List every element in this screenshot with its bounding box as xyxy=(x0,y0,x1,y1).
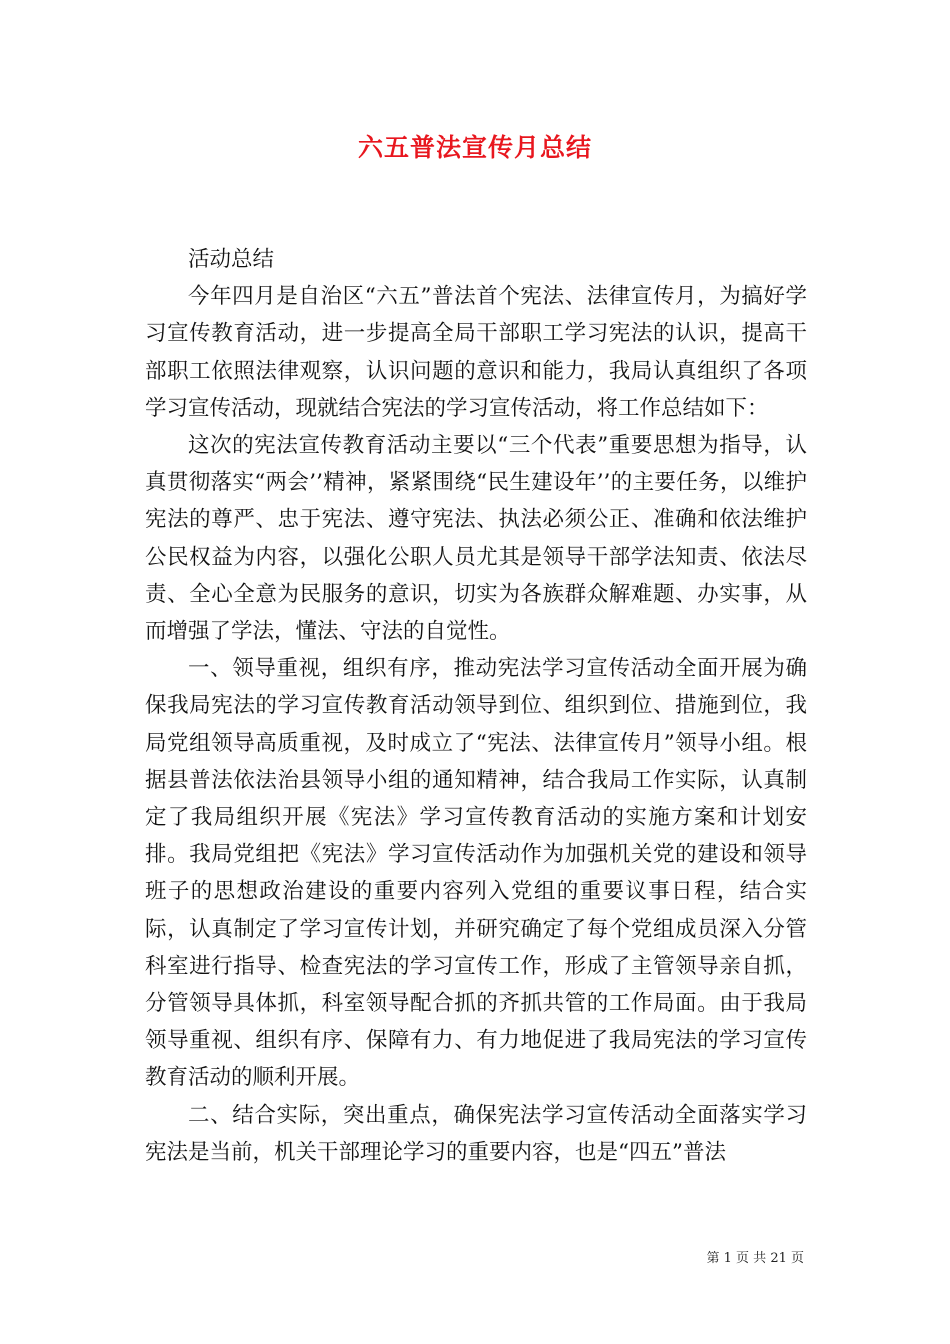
document-body xyxy=(145,241,807,1171)
paragraph-guidance: 这次的宪法宣传教育活动主要以“三个代表”重要思想为指导，认真贯彻落实“两会’’精神，紧紧围绕“民生建设年’’的主要任务，以维护宪法的尊严、忠于宪法、遵守宪法、执法必须公正、准确和依法维护公民权益为内容，以强化公职人员尤其是领导干部学法知责、依法尽责、全心全意为民服务的意识，切实为各族群众解难题、办实事，从而增强了学法，懂法、守法的自觉性。 xyxy=(145,433,807,645)
paragraph-section-two: 二、结合实际，突出重点，确保宪法学习宣传活动全面落实学习宪法是当前，机关干部理论学习的重要内容，也是“四五”普法 xyxy=(145,1102,807,1165)
paragraph-intro: 今年四月是自治区“六五”普法首个宪法、法律宣传月，为搞好学习宣传教育活动，进一步提高全局干部职工学习宪法的认识，提高干部职工依照法律观察，认识问题的意识和能力，我局认真组织了各项学习宣传活动，现就结合宪法的学习宣传活动，将工作总结如下： xyxy=(145,284,807,421)
page-number-footer: 第 1 页 共 21 页 xyxy=(706,1251,804,1266)
document-title: 六五普法宣传月总结 xyxy=(357,133,592,162)
paragraph-heading: 活动总结 xyxy=(188,247,275,272)
paragraph-section-one: 一、领导重视，组织有序，推动宪法学习宣传活动全面开展为确保我局宪法的学习宣传教育活动领导到位、组织到位、措施到位，我局党组领导高质重视，及时成立了“宪法、法律宣传月”领导小组。根据县普法依法治县领导小组的通知精神，结合我局工作实际，认真制定了我局组织开展《宪法》学习宣传教育活动的实施方案和计划安排。我局党组把《宪法》学习宣传活动作为加强机关党的建设和领导班子的思想政治建设的重要内容列入党组的重要议事日程，结合实际，认真制定了学习宣传计划，并研究确定了每个党组成员深入分管科室进行指导、检查宪法的学习宣传工作，形成了主管领导亲自抓，分管领导具体抓，科室领导配合抓的齐抓共管的工作局面。由于我局领导重视、组织有序、保障有力、有力地促进了我局宪法的学习宣传教育活动的顺利开展。 xyxy=(145,656,807,1091)
